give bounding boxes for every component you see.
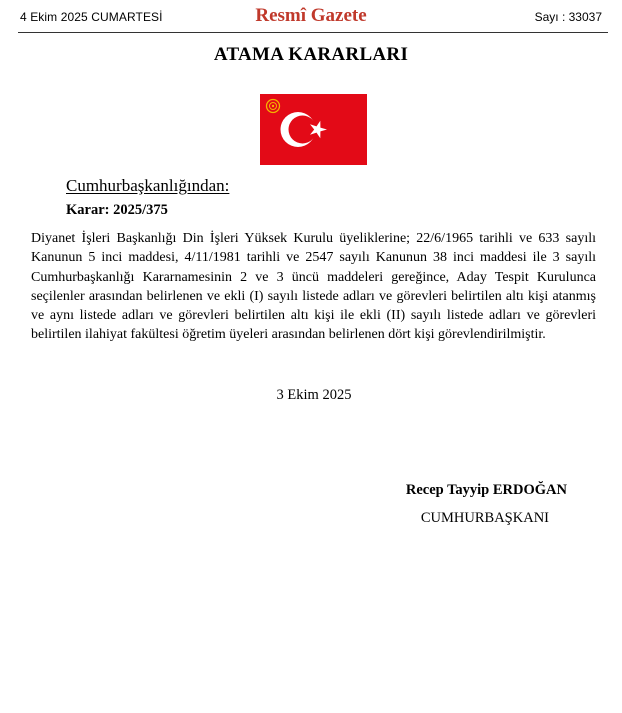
masthead-title: Resmî Gazete xyxy=(255,5,367,26)
issue-number: Sayı : 33037 xyxy=(534,10,602,24)
signer-title: CUMHURBAŞKANI xyxy=(420,510,549,526)
turkish-flag-icon xyxy=(260,94,367,165)
page-title: ATAMA KARARLARI xyxy=(213,44,409,65)
issuing-authority: Cumhurbaşkanlığından: xyxy=(66,176,230,195)
issue-date: 4 Ekim 2025 CUMARTESİ xyxy=(20,10,163,24)
decision-date: 3 Ekim 2025 xyxy=(276,387,352,403)
signer-name-text: Recep Tayyip ERDOĞAN xyxy=(405,482,567,498)
decision-body: Diyanet İşleri Başkanlığı Din İşleri Yüksek Kurulu üyeliklerine; 22/6/1965 tarihli ve 633 sayılı Kanunun 5 inci maddesi, 4/11/1981 tarihli ve 2547 sayılı Kanunun 38 inci maddesi ile 3 sayılı Cumhurbaşkanlığı Kararnamesinin 2 ve 3 üncü maddeleri gereğince, Aday Tespit Kurulunca seçilenler arasından belirlenen ve ekli (I) sayılı listede adları ve görevleri belirtilen altı kişi atanmış ve aynı listede adları ve görevleri belirtilen altı kişi ile ekli (II) sayılı listede adları ve görevleri belirtilen ilahiyat fakültesi öğretim üyeleri arasından belirlenen dört kişi görevlendirilmiştir. xyxy=(31,231,596,343)
signer-name xyxy=(406,482,567,499)
header-divider xyxy=(18,32,608,33)
decision-number: Karar: 2025/375 xyxy=(66,202,168,218)
flag-crescent-inner xyxy=(289,116,317,144)
